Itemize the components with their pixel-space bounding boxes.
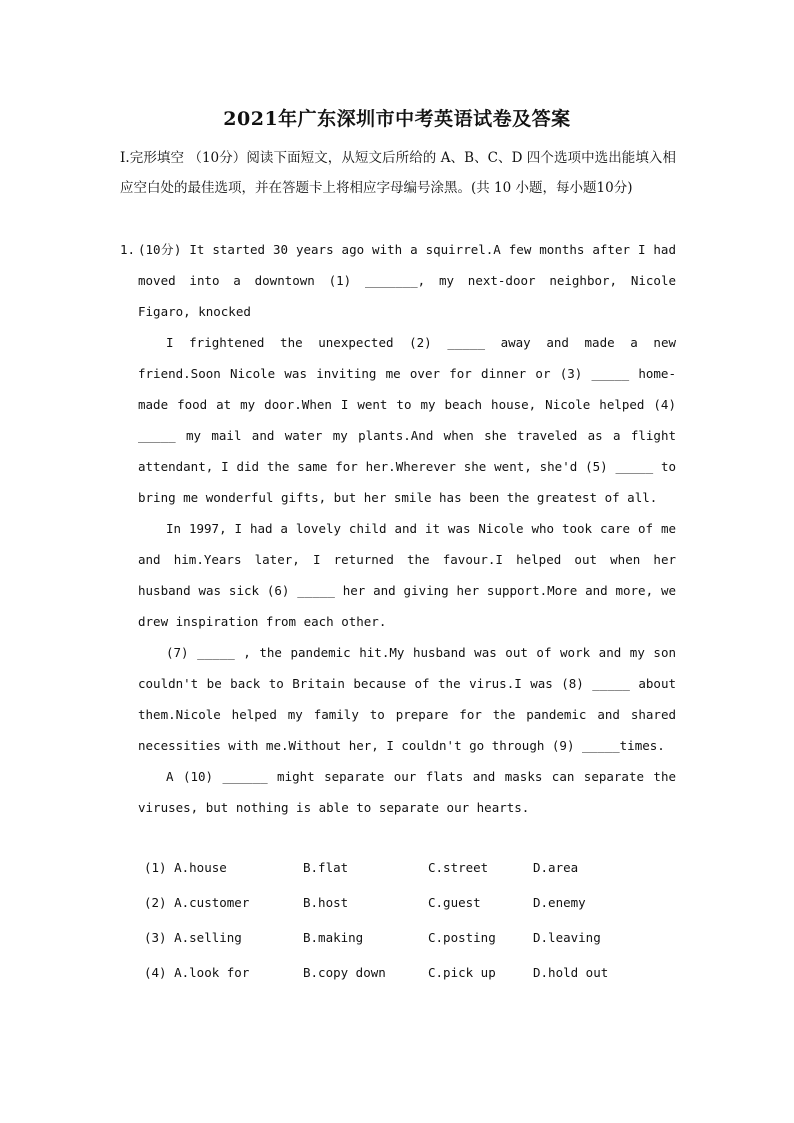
- passage-paragraph: I frightened the unexpected (2) _____ away and made a new friend.Soon Nicole was inviting me over for dinner or (3) _____ home-made food at my door.When I went to my beach house, Nicole helped (4) _____ my mail and water my plants.And when she traveled as a flight attendant, I did the same for her.Wherever she went, she'd (5) _____ to bring me wonderful gifts, but her smile has been the greatest of all.: [138, 335, 676, 505]
- option-b: B.making: [303, 930, 364, 945]
- option-d: D.enemy: [533, 895, 586, 910]
- question-heading: [120, 234, 676, 327]
- question-number: 1.: [120, 242, 136, 257]
- option-a: (1) A.house: [144, 860, 227, 875]
- option-c: C.pick up: [428, 965, 496, 980]
- option-row: [144, 860, 644, 895]
- option-a: (4) A.look for: [144, 965, 250, 980]
- option-d: D.area: [533, 860, 579, 875]
- option-a: (3) A.selling: [144, 930, 242, 945]
- page-title: 2021年广东深圳市中考英语试卷及答案: [223, 108, 571, 130]
- section-instructions: Ⅰ.完形填空 （10分）阅读下面短文，从短文后所给的 A、B、C、D 四个选项中选出能填入相应空白处的最佳选项，并在答题卡上将相应字母编号涂黑。(共 10 小题，每小题10分): [120, 150, 676, 196]
- option-row: [144, 895, 644, 930]
- option-b: B.copy down: [303, 965, 386, 980]
- answer-options: [144, 860, 644, 1000]
- option-c: C.street: [428, 860, 489, 875]
- option-a: (2) A.customer: [144, 895, 250, 910]
- option-b: B.host: [303, 895, 349, 910]
- option-row: [144, 930, 644, 965]
- option-d: D.leaving: [533, 930, 601, 945]
- option-row: [144, 965, 644, 1000]
- passage-paragraph: (7) _____ , the pandemic hit.My husband was out of work and my son couldn't be back to Britain because of the virus.I was (8) _____ about them.Nicole helped my family to prepare for the pandemic and shared necessities with me.Without her, I couldn't go through (9) _____times.: [138, 645, 676, 753]
- option-b: B.flat: [303, 860, 349, 875]
- cloze-passage: [120, 234, 676, 823]
- option-c: C.posting: [428, 930, 496, 945]
- passage-paragraph: In 1997, I had a lovely child and it was Nicole who took care of me and him.Years later, I returned the favour.I helped out when her husband was sick (6) _____ her and giving her support.More and more, we drew inspiration from each other.: [138, 521, 676, 629]
- option-d: D.hold out: [533, 965, 609, 980]
- option-c: C.guest: [428, 895, 481, 910]
- passage-paragraph: A (10) ______ might separate our flats and masks can separate the viruses, but nothing is able to separate our hearts.: [138, 769, 676, 815]
- question-head-text: (10分) It started 30 years ago with a squirrel.A few months after I had moved into a downtown (1) _______, my next-door neighbor, Nicole Figaro, knocked: [138, 242, 676, 319]
